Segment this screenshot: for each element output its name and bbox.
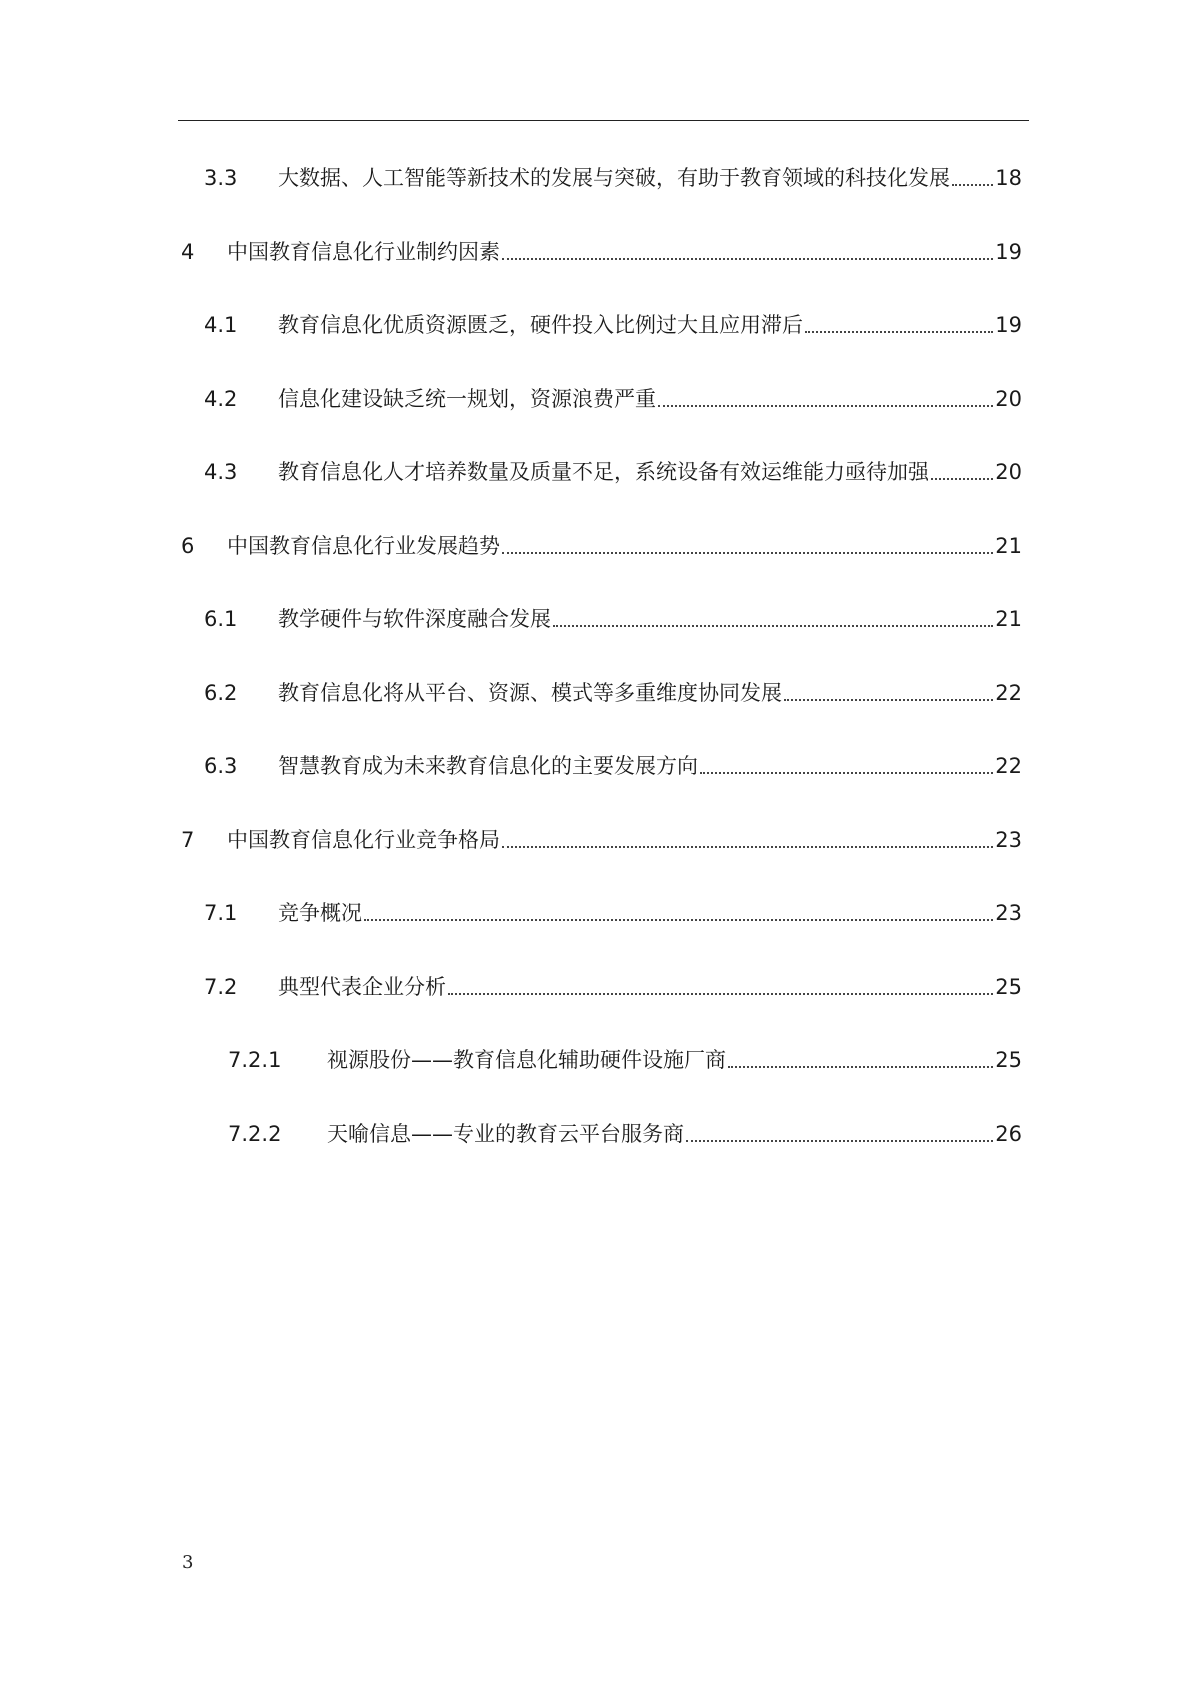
toc-entry-7-2-1[interactable] [228, 1040, 1022, 1080]
toc-title: 教育信息化人才培养数量及质量不足，系统设备有效运维能力亟待加强 [278, 460, 929, 484]
toc-page-number: 25 [995, 1048, 1022, 1072]
toc-leader-dots [502, 846, 993, 848]
toc-title: 智慧教育成为未来教育信息化的主要发展方向 [278, 754, 698, 778]
toc-title: 中国教育信息化行业竞争格局 [227, 828, 500, 852]
toc-entry-6-2[interactable] [204, 673, 1022, 713]
toc-leader-dots [502, 552, 993, 554]
toc-number: 7.2 [204, 975, 238, 999]
toc-number: 4.1 [204, 313, 238, 337]
toc-entry-4-2[interactable] [204, 379, 1022, 419]
toc-leader-dots [448, 993, 993, 995]
toc-leader-dots [553, 625, 993, 627]
toc-entry-4-1[interactable] [204, 305, 1022, 345]
toc-entry-7-2[interactable] [204, 967, 1022, 1007]
toc-leader-dots [700, 772, 993, 774]
toc-title: 大数据、人工智能等新技术的发展与突破，有助于教育领域的科技化发展 [278, 166, 950, 190]
header-rule [178, 120, 1029, 121]
toc-title: 中国教育信息化行业发展趋势 [227, 534, 500, 558]
toc-page-number: 19 [995, 313, 1022, 337]
toc-title: 竞争概况 [278, 901, 362, 925]
toc-title: 教育信息化将从平台、资源、模式等多重维度协同发展 [278, 681, 782, 705]
toc-title: 视源股份——教育信息化辅助硬件设施厂商 [327, 1048, 726, 1072]
toc-entry-6-3[interactable] [204, 746, 1022, 786]
toc-entry-7-1[interactable] [204, 893, 1022, 933]
toc-leader-dots [502, 258, 993, 260]
toc-number: 6 [181, 534, 195, 558]
toc-page-number: 21 [995, 607, 1022, 631]
toc-page-number: 25 [995, 975, 1022, 999]
toc-leader-dots [364, 919, 993, 921]
toc-title: 中国教育信息化行业制约因素 [227, 240, 500, 264]
toc-title: 信息化建设缺乏统一规划，资源浪费严重 [278, 387, 656, 411]
toc-entry-6[interactable] [181, 526, 1022, 566]
toc-number: 6.3 [204, 754, 238, 778]
toc-leader-dots [686, 1140, 993, 1142]
toc-number: 4 [181, 240, 195, 264]
toc-entry-4-3[interactable] [204, 452, 1022, 492]
toc-page-number: 22 [995, 754, 1022, 778]
toc-title: 教育信息化优质资源匮乏，硬件投入比例过大且应用滞后 [278, 313, 803, 337]
toc-leader-dots [658, 405, 993, 407]
toc-page-number: 23 [995, 901, 1022, 925]
toc-page-number: 26 [995, 1122, 1022, 1146]
toc-number: 7.2.1 [228, 1048, 282, 1072]
toc-number: 3.3 [204, 166, 238, 190]
toc-entry-3-3[interactable] [204, 158, 1022, 198]
toc-number: 7.2.2 [228, 1122, 282, 1146]
toc-page-number: 20 [995, 460, 1022, 484]
toc-entry-4[interactable] [181, 232, 1022, 272]
toc-leader-dots [931, 478, 993, 480]
toc-number: 6.1 [204, 607, 238, 631]
toc-leader-dots [784, 699, 993, 701]
toc-number: 6.2 [204, 681, 238, 705]
page-number: 3 [182, 1552, 194, 1573]
toc-page-number: 19 [995, 240, 1022, 264]
toc-entry-7[interactable] [181, 820, 1022, 860]
toc-page-number: 23 [995, 828, 1022, 852]
toc-leader-dots [805, 331, 993, 333]
toc-entry-6-1[interactable] [204, 599, 1022, 639]
toc-leader-dots [952, 184, 993, 186]
toc-page-number: 21 [995, 534, 1022, 558]
toc-page-number: 22 [995, 681, 1022, 705]
toc-title: 教学硬件与软件深度融合发展 [278, 607, 551, 631]
toc-number: 7.1 [204, 901, 238, 925]
toc-leader-dots [728, 1066, 993, 1068]
toc-title: 天喻信息——专业的教育云平台服务商 [327, 1122, 684, 1146]
toc-page-number: 20 [995, 387, 1022, 411]
toc-number: 4.2 [204, 387, 238, 411]
toc-number: 4.3 [204, 460, 238, 484]
toc-page-number: 18 [995, 166, 1022, 190]
toc-number: 7 [181, 828, 195, 852]
toc-title: 典型代表企业分析 [278, 975, 446, 999]
toc-entry-7-2-2[interactable] [228, 1114, 1022, 1154]
